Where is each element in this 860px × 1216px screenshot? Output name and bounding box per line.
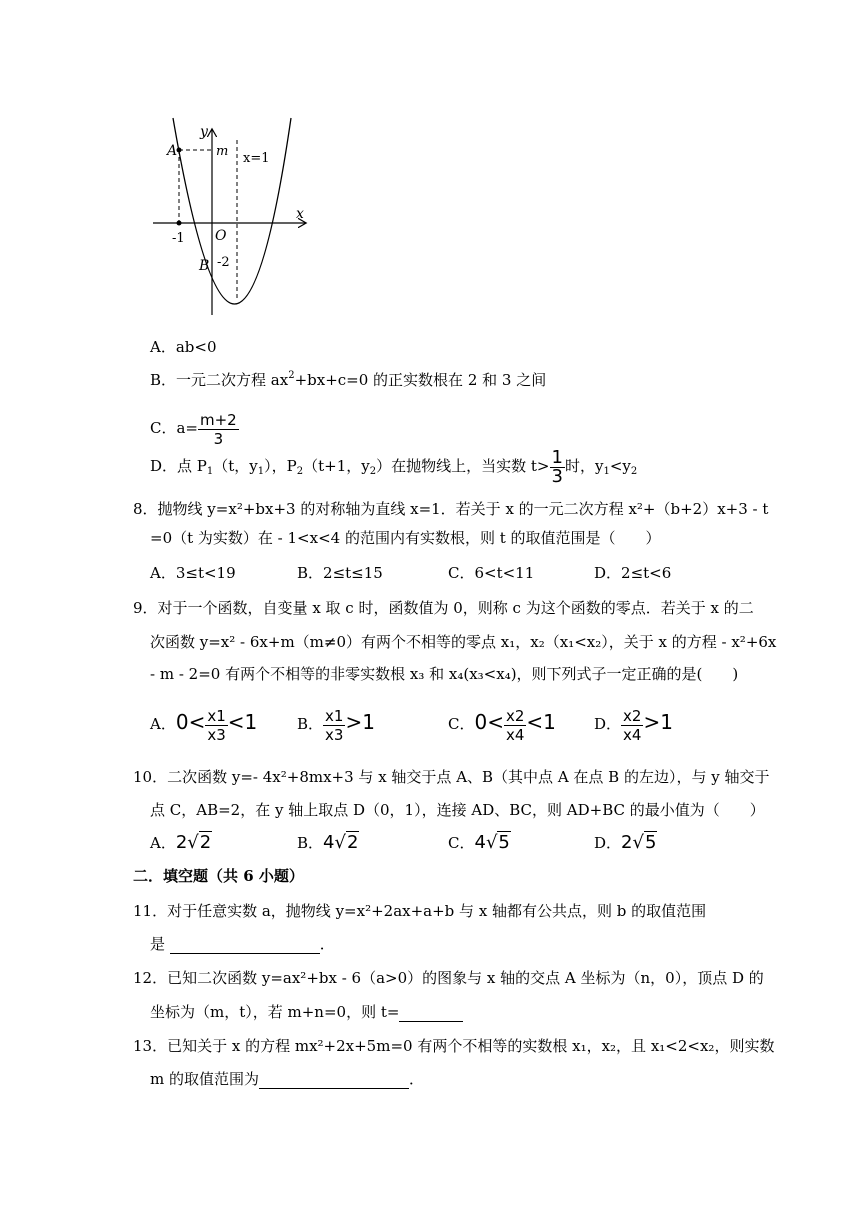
- y-axis-label: y: [200, 124, 208, 140]
- q12-line1: 12．已知二次函数 y=ax²+bx - 6（a>0）的图象与 x 轴的交点 A 坐标为（n，0），顶点 D 的: [133, 969, 764, 987]
- m-label: m: [216, 144, 229, 159]
- q9-option-d: D． $\frac{x2}{x4}$ >1: [594, 706, 673, 744]
- q12-line2: 坐标为（m，t），若 m+n=0，则 t=: [150, 1002, 463, 1022]
- q9-line1: 9．对于一个函数，自变量 x 取 c 时，函数值为 0，则称 c 为这个函数的零点．若关于 x 的二: [133, 599, 754, 617]
- q10-line1: 10．二次函数 y=- 4x²+8mx+3 与 x 轴交于点 A、B（其中点 A 在点 B 的左边），与 y 轴交于: [133, 768, 770, 786]
- q13-line2: m 的取值范围为 ．: [150, 1070, 425, 1088]
- origin-label: O: [215, 228, 227, 244]
- q7-option-b: B．一元二次方程 $ax^2+bx+c=0$ 的正实数根在 2 和 3 之间: [150, 370, 547, 389]
- q11-line2: 是 ．: [150, 935, 335, 953]
- q10-option-a: A．2√2: [150, 832, 212, 853]
- q8-option-a: A．3≤t<19: [150, 564, 236, 582]
- q8-line1: 8．抛物线 y=x²+bx+3 的对称轴为直线 x=1．若关于 x 的一元二次方程 x²+（b+2）x+3 - t: [133, 500, 769, 518]
- q8-option-d: D．2≤t<6: [594, 564, 672, 582]
- q9-line3: - m - 2=0 有两个不相等的非零实数根 x₃ 和 x₄(x₃<x₄)，则下列式子一定正确的是( ): [150, 665, 739, 683]
- section-heading: 二．填空题（共 6 小题）: [133, 867, 304, 885]
- parabola-graph: [145, 110, 315, 320]
- q7-option-a: A．ab<0: [150, 338, 217, 356]
- q9-option-c: C．0< $\frac{x2}{x4}$ <1: [448, 706, 556, 744]
- q8-line2: =0（t 为实数）在 - 1<x<4 的范围内有实数根，则 t 的取值范围是（ ）: [150, 529, 661, 547]
- symmetry-axis-label: x=1: [243, 151, 270, 166]
- q10-option-c: C．4√5: [448, 832, 510, 853]
- x-axis-label: x: [296, 206, 304, 222]
- q12-answer-blank[interactable]: [399, 1005, 463, 1022]
- q11-line1: 11．对于任意实数 a，抛物线 y=x²+2ax+a+b 与 x 轴都有公共点，则 b 的取值范围: [133, 902, 707, 920]
- point-b-label: B: [199, 258, 210, 274]
- minus-two-label: -2: [217, 255, 230, 270]
- q10-option-b: B．4√2: [297, 832, 359, 853]
- q7-option-c: C．a= $\frac{m+2}{3}$: [150, 410, 237, 448]
- q10-line2: 点 C，AB=2，在 y 轴上取点 D（0，1），连接 AD、BC，则 AD+BC 的最小值为（ ）: [150, 801, 765, 819]
- q13-answer-blank[interactable]: [259, 1072, 409, 1089]
- point-a-dot: [177, 148, 182, 153]
- q13-line1: 13．已知关于 x 的方程 mx²+2x+5m=0 有两个不相等的实数根 x₁，x₂，且 x₁<2<x₂，则实数: [133, 1037, 775, 1055]
- q11-answer-blank[interactable]: [170, 937, 320, 954]
- q10-option-d: D．2√5: [594, 832, 657, 853]
- q7-option-d: D．点 $P_1(t$，$y_1$），$P_2(t+1$，$y_2$）在抛物线上，当实数 t> $\frac{1}{3}$ 时，$y_1<y_2$: [150, 446, 638, 487]
- q8-option-b: B．2≤t≤15: [297, 564, 383, 582]
- q9-line2: 次函数 y=x² - 6x+m（m≠0）有两个不相等的零点 x₁，x₂（x₁<x₂），关于 x 的方程 - x²+6x: [150, 633, 777, 651]
- point-a-label: A: [167, 143, 178, 159]
- q9-option-b: B． $\frac{x1}{x3}$ >1: [297, 706, 375, 744]
- q8-option-c: C．6<t<11: [448, 564, 535, 582]
- point-minus-one-dot: [177, 221, 182, 226]
- parabola-curve: [173, 118, 291, 304]
- minus-one-label: -1: [172, 231, 185, 246]
- q9-option-a: A．0< $\frac{x1}{x3}$ <1: [150, 706, 258, 744]
